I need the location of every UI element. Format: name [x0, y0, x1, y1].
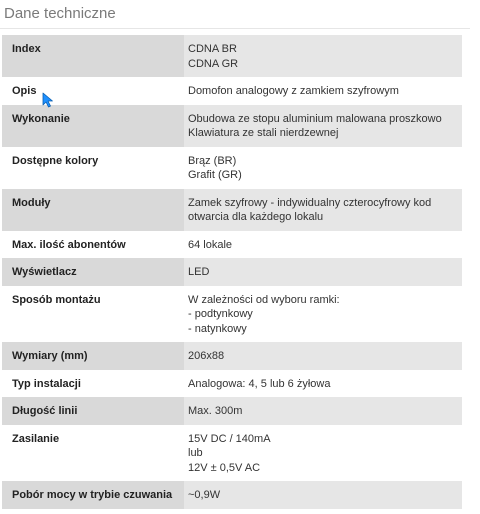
spec-label: Wyświetlacz	[2, 258, 184, 286]
table-row	[2, 286, 462, 343]
spec-value-line: Analogowa: 4, 5 lub 6 żyłowa	[188, 377, 331, 390]
spec-label: Sposób montażu	[2, 286, 184, 343]
spec-value-line: Domofon analogowy z zamkiem szyfrowym	[188, 85, 399, 97]
spec-value	[184, 231, 462, 259]
spec-value-line: 206x88	[188, 350, 225, 362]
spec-value	[184, 105, 462, 147]
spec-label: Dostępne kolory	[2, 147, 184, 189]
spec-value-line: ~0,9W	[188, 489, 221, 501]
table-row	[2, 147, 462, 189]
table-row	[2, 189, 462, 231]
spec-value-line: W zależności od wyboru ramki:	[188, 293, 340, 306]
spec-value	[184, 189, 462, 231]
spec-value	[184, 397, 462, 425]
table-row	[2, 231, 462, 259]
spec-label: Wymiary (mm)	[2, 342, 184, 370]
spec-value-line: Obudowa ze stopu aluminium malowana proszkowo	[188, 112, 442, 125]
table-row	[2, 370, 462, 398]
spec-value-line: Grafit (GR)	[188, 169, 242, 181]
spec-label: Wykonanie	[2, 105, 184, 147]
spec-value	[184, 258, 462, 286]
spec-value-line: Klawiatura ze stali nierdzewnej	[188, 127, 339, 139]
table-row	[2, 397, 462, 425]
spec-value	[184, 481, 462, 509]
spec-label: Index	[2, 35, 184, 77]
spec-label: Opis	[2, 77, 184, 105]
spec-label: Max. ilość abonentów	[2, 231, 184, 259]
spec-value-line: lub	[188, 447, 203, 459]
table-row	[2, 481, 462, 509]
spec-value-line: Zamek szyfrowy - indywidualny czterocyfrowy kod	[188, 196, 432, 209]
spec-table	[2, 35, 462, 509]
spec-value-line: LED	[188, 266, 210, 278]
spec-value-line: 15V DC / 140mA	[188, 432, 271, 445]
table-row	[2, 258, 462, 286]
spec-value-line: 12V ± 0,5V AC	[188, 461, 261, 474]
spec-label: Moduły	[2, 189, 184, 231]
spec-value	[184, 425, 462, 482]
table-row	[2, 77, 462, 105]
spec-value	[184, 370, 462, 398]
spec-value	[184, 35, 462, 77]
spec-value-line: CDNA GR	[188, 57, 239, 70]
spec-label: Zasilanie	[2, 425, 184, 482]
spec-label: Pobór mocy w trybie czuwania	[2, 481, 184, 509]
section-title: Dane techniczne	[4, 5, 116, 22]
spec-value-line: 64 lokale	[188, 238, 233, 251]
spec-value	[184, 342, 462, 370]
spec-value-line: otwarcia dla każdego lokalu	[188, 211, 324, 223]
spec-value-line: - natynkowy	[188, 322, 247, 335]
spec-label: Typ instalacji	[2, 370, 184, 398]
spec-value-line: Brąz (BR)	[188, 154, 237, 167]
spec-value-line: - podtynkowy	[188, 308, 253, 320]
spec-value-line: CDNA BR	[188, 43, 237, 55]
table-row	[2, 342, 462, 370]
table-row	[2, 425, 462, 482]
spec-value	[184, 286, 462, 343]
table-row	[2, 35, 462, 77]
spec-value	[184, 147, 462, 189]
spec-label: Długość linii	[2, 397, 184, 425]
spec-value-line: Max. 300m	[188, 405, 243, 417]
table-row	[2, 105, 462, 147]
title-divider	[0, 28, 470, 29]
mouse-pointer-icon	[42, 92, 54, 108]
spec-value	[184, 77, 462, 105]
